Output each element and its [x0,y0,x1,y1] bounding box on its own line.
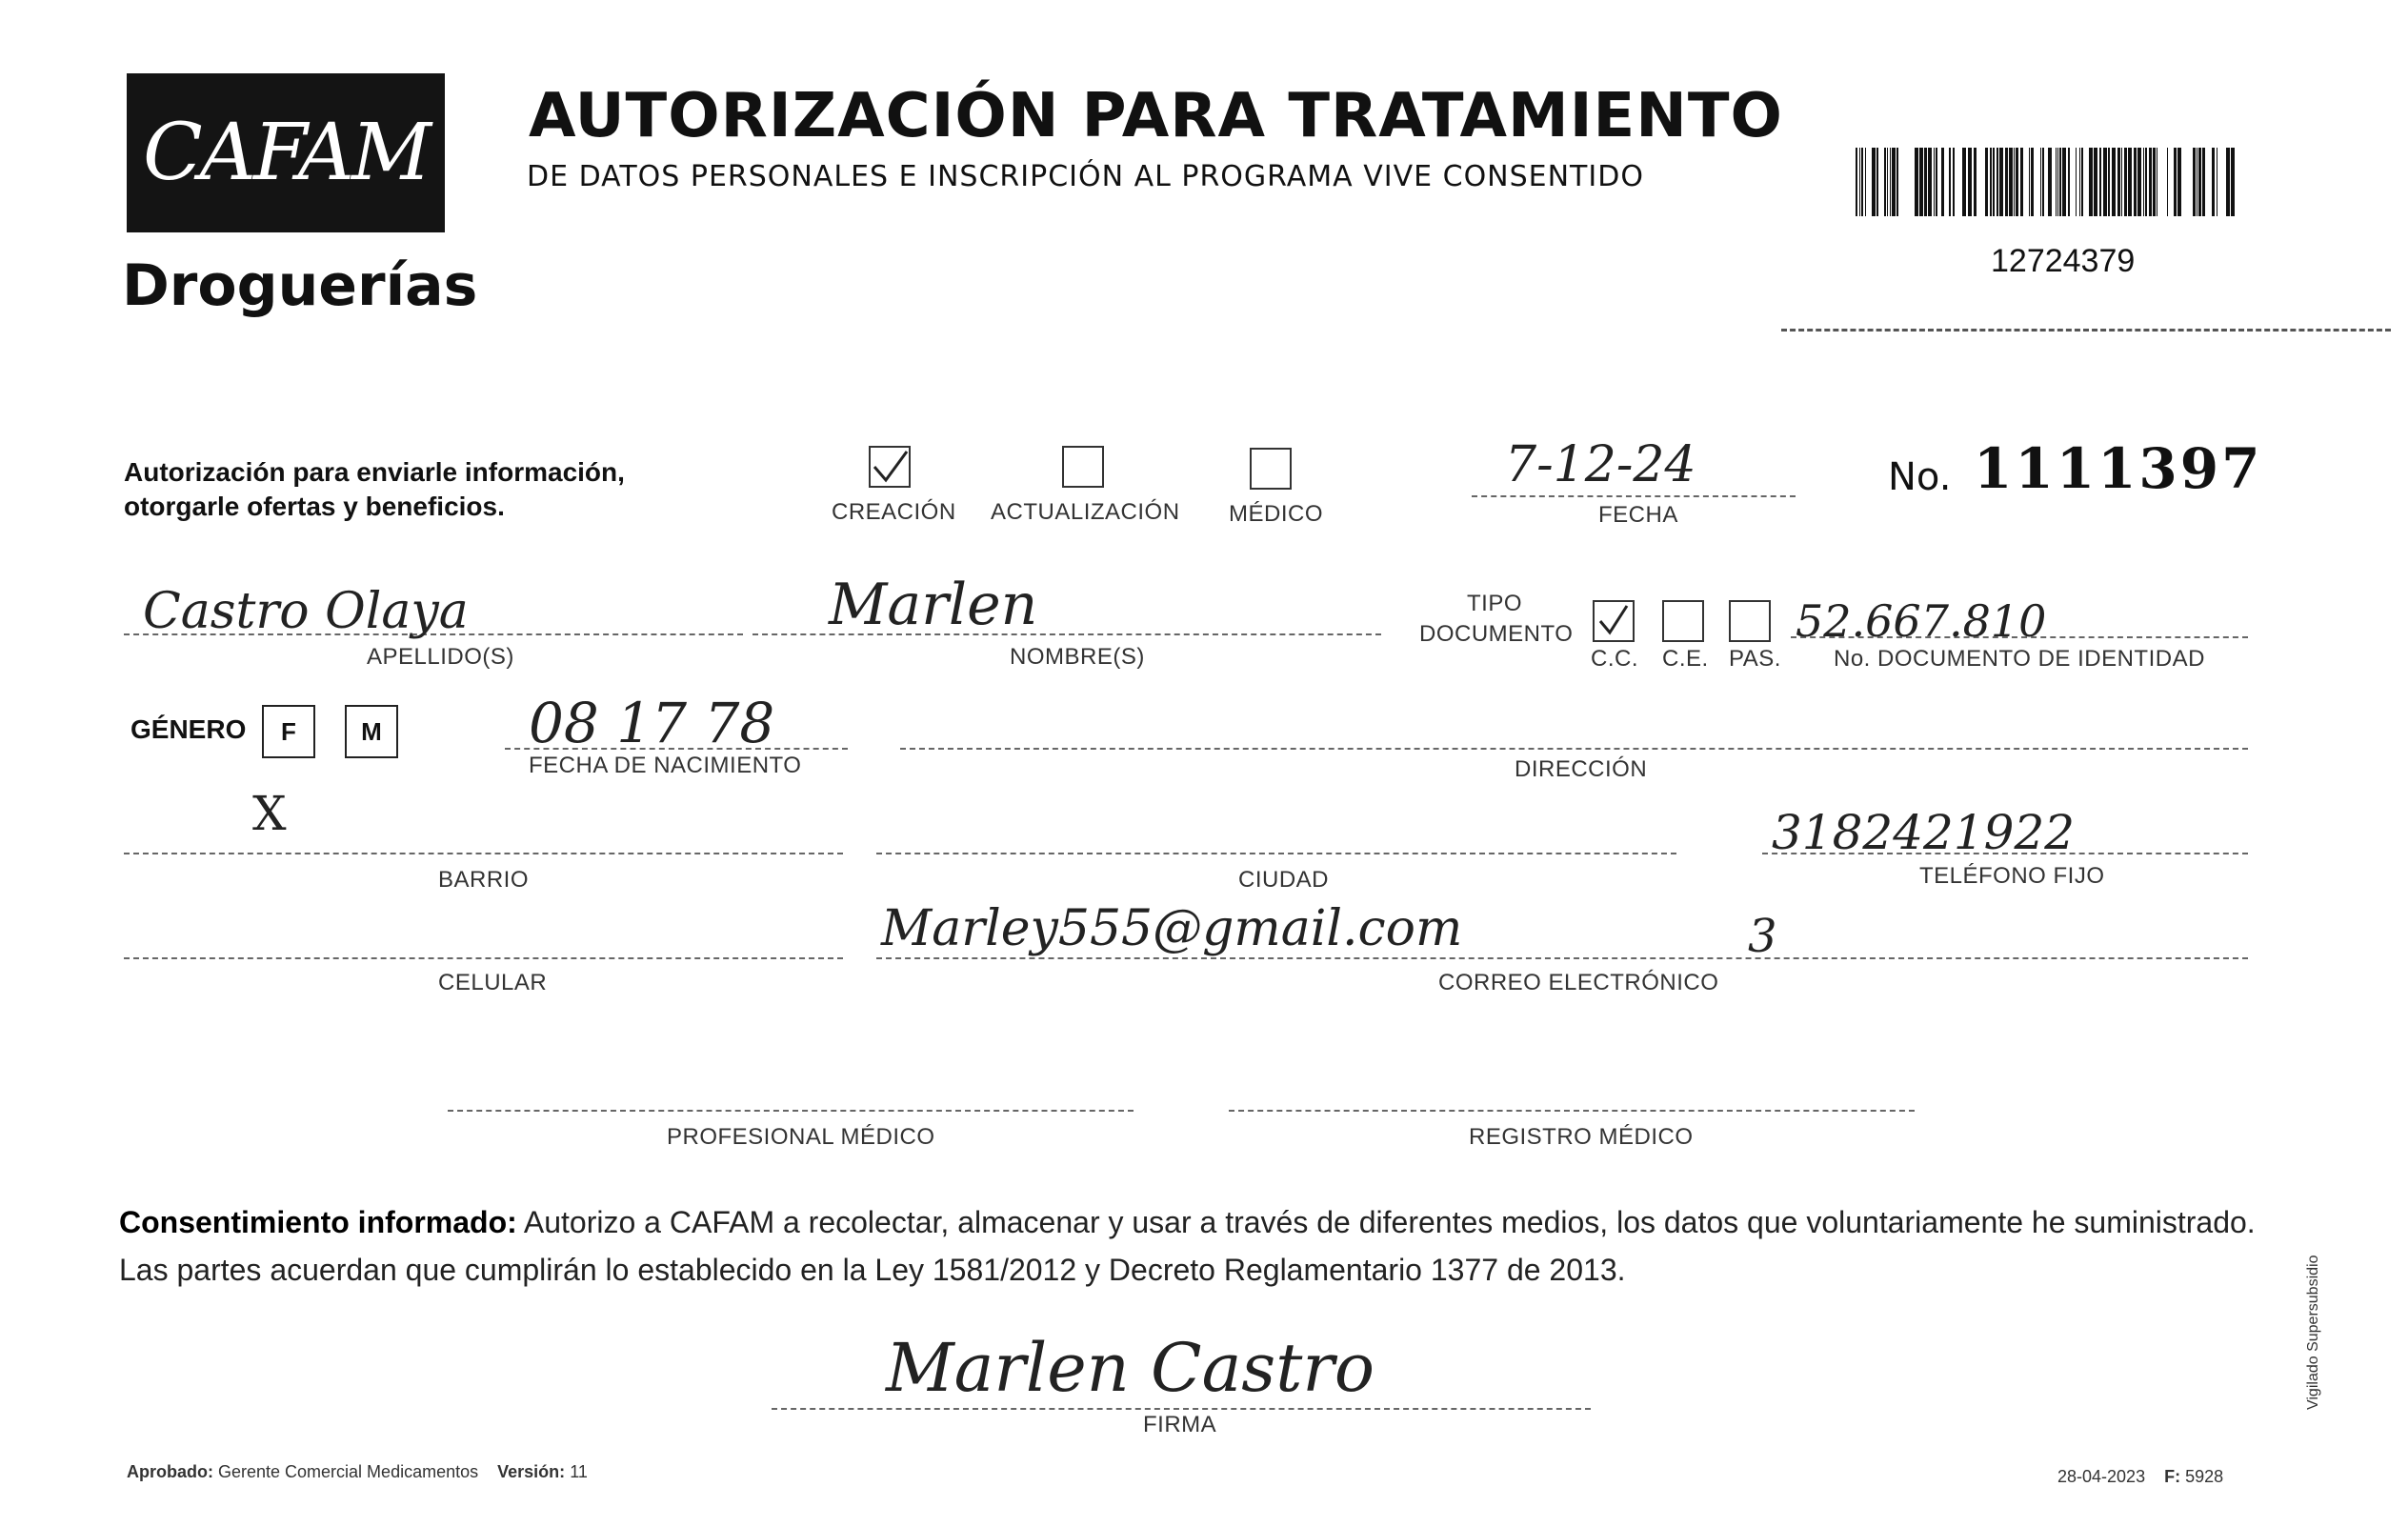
documento-value: 52.667.810 [1796,595,2047,647]
telefono-label: TELÉFONO FIJO [1919,863,2105,889]
aprobado-value: Gerente Comercial Medicamentos [218,1462,479,1481]
form-subtitle: DE DATOS PERSONALES E INSCRIPCIÓN AL PROGRAMA VIVE CONSENTIDO [527,160,1644,193]
firma-line [772,1408,1591,1410]
firma-label: FIRMA [1143,1412,1217,1437]
check-icon [1595,602,1633,640]
barrio-line [124,853,843,854]
footer-date: 28-04-2023 [2057,1467,2146,1486]
direccion-label: DIRECCIÓN [1515,756,1648,782]
number-label: No. [1888,455,1952,499]
barcode [1856,148,2238,216]
correo-line [876,957,2248,959]
correo-extra-mark: 3 [1748,910,1777,963]
side-vertical-text: Vigilado Supersubsidio [2305,1255,2321,1410]
profesional-label: PROFESIONAL MÉDICO [667,1124,935,1150]
genero-m-label: M [361,716,382,746]
version-value: 11 [570,1462,588,1481]
form-code-label: F: [2164,1467,2181,1486]
footer-right [2057,1467,2223,1487]
celular-line [124,957,843,959]
form-title: AUTORIZACIÓN PARA TRATAMIENTO [529,81,1783,151]
checkbox-cc[interactable] [1593,600,1635,642]
documento-label: No. DOCUMENTO DE IDENTIDAD [1834,646,2205,672]
authorization-line-1: Autorización para enviarle información, [124,457,625,487]
ciudad-label: CIUDAD [1238,867,1330,893]
cafam-logo [127,73,445,232]
fecha-nacimiento-label: FECHA DE NACIMIENTO [529,753,802,778]
tipo-label-1: TIPO [1467,591,1523,616]
barrio-label: BARRIO [438,867,530,893]
fecha-line [1472,495,1796,497]
correo-label: CORREO ELECTRÓNICO [1438,970,1719,995]
form-code-value: 5928 [2185,1467,2224,1486]
checkbox-creacion[interactable] [869,446,911,488]
checkbox-medico[interactable] [1250,448,1292,490]
cut-line [1781,329,2391,332]
profesional-line [448,1110,1134,1112]
label-cc: C.C. [1591,646,1638,672]
consent-bold: Consentimiento informado: [119,1205,517,1239]
label-medico: MÉDICO [1229,501,1323,527]
tipo-label-2: DOCUMENTO [1419,621,1574,647]
consent-text [119,1198,2262,1294]
fecha-nacimiento-value: 08 17 78 [529,691,775,755]
logo-brand: CAFAM [143,108,429,198]
barcode-number: 12724379 [1991,243,2136,279]
check-icon [871,448,909,486]
aprobado-label: Aprobado: [127,1462,213,1481]
barcode-gap [2235,148,2237,216]
registro-line [1229,1110,1915,1112]
nombres-value: Marlen [829,572,1038,638]
fecha-value: 7-12-24 [1505,436,1696,493]
genero-f-label: F [281,716,296,746]
genero-label: GÉNERO [130,714,247,744]
celular-label: CELULAR [438,970,548,995]
apellidos-label: APELLIDO(S) [367,644,514,670]
apellidos-value: Castro Olaya [143,583,469,640]
authorization-text [124,455,743,524]
genero-mark: X [252,786,287,841]
firma-value: Marlen Castro [886,1329,1375,1407]
telefono-value: 3182421922 [1772,805,2076,860]
genero-m-box[interactable] [345,705,398,758]
registro-label: REGISTRO MÉDICO [1469,1124,1694,1150]
label-pas: PAS. [1729,646,1781,672]
direccion-line [900,748,2248,750]
genero-f-box[interactable] [262,705,315,758]
logo-subtitle: Droguerías [122,252,478,319]
correo-value: Marley555@gmail.com [881,900,1463,957]
version-label: Versión: [497,1462,566,1481]
consent-body: Autorizo a CAFAM a recolectar, almacenar y usar a través de diferentes medios, los datos que voluntariamente he suministrado. Las partes acuerdan que cumplirán lo establecido en la Ley 1581/2012 y Decreto Reglamentario 1377 de 2013. [119,1205,2256,1287]
label-creacion: CREACIÓN [832,499,956,525]
label-actualizacion: ACTUALIZACIÓN [991,499,1180,525]
checkbox-ce[interactable] [1662,600,1704,642]
checkbox-pas[interactable] [1729,600,1771,642]
form-number: 1111397 [1974,436,2263,501]
ciudad-line [876,853,1676,854]
authorization-line-2: otorgarle ofertas y beneficios. [124,492,505,521]
label-ce: C.E. [1662,646,1709,672]
footer-left [127,1462,588,1482]
nombres-label: NOMBRE(S) [1010,644,1145,670]
fecha-label: FECHA [1598,502,1678,528]
checkbox-actualizacion[interactable] [1062,446,1104,488]
